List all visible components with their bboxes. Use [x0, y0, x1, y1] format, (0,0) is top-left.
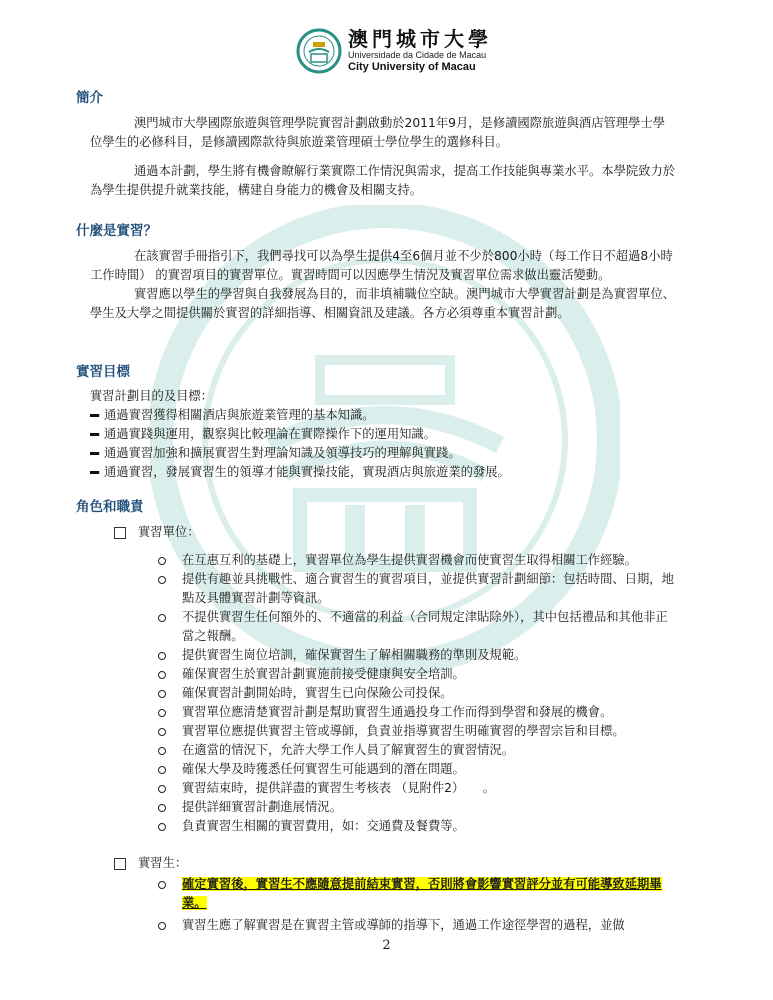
- employer-duty-item: 實習結束時，提供詳盡的實習生考核表 （見附件2） 。: [156, 779, 676, 798]
- employer-duty-item: 提供實習生崗位培訓，確保實習生了解相關職務的準則及規範。: [156, 646, 676, 665]
- square-bullet-icon: [114, 858, 126, 870]
- university-name-english: City University of Macau: [348, 61, 476, 73]
- intro-paragraph-2: 通過本計劃，學生將有機會瞭解行業實際工作情況與需求，提高工作技能與專業水平。本學院致力於為學生提供提升就業技能，構建自身能力的機會及相關支持。: [90, 164, 676, 197]
- student-duty-item: [156, 875, 676, 913]
- employer-duty-item: 提供詳細實習計劃進展情況。: [156, 798, 676, 817]
- what-paragraph-2: 實習應以學生的學習與自我發展為目的，而非填補職位空缺。澳門城市大學實習計劃是為實習單位、學生及大學之間提供關於實習的詳細指導、相關資訊及建議。各方必須尊重本實習計劃。: [90, 287, 676, 320]
- what-paragraph-1: 在該實習手冊指引下，我們尋找可以為學生提供4至6個月並不少於800小時（每工作日不超過8小時工作時間） 的實習項目的實習單位。實習時間可以因應學生情況及實習單位需求做出靈活變動。: [90, 249, 673, 282]
- roles-section: [76, 497, 676, 935]
- highlighted-warning: 確定實習後，實習生不應隨意提前結束實習，否則將會影響實習評分並有可能導致延期畢業。: [182, 877, 662, 910]
- square-bullet-icon: [114, 527, 126, 539]
- employer-duty-item: 不提供實習生任何額外的、不適當的利益（合同規定津貼除外），其中包括禮品和其他非正當之報酬。: [156, 608, 676, 646]
- what-section: [76, 221, 676, 323]
- intro-heading: 簡介: [76, 90, 103, 106]
- university-name-chinese: 澳門城市大學: [348, 27, 492, 51]
- goal-item: ➖ 通過實習，發展實習生的領導才能與實操技能，實現酒店與旅遊業的發展。: [90, 463, 676, 482]
- goals-intro: 實習計劃目的及目標：: [90, 389, 213, 403]
- goal-item: ➖ 通過實踐與運用，觀察與比較理論在實際操作下的運用知識。: [90, 425, 676, 444]
- goal-item: ➖ 通過實習獲得相關酒店與旅遊業管理的基本知識。: [90, 406, 676, 425]
- employer-subheading: 實習單位：: [76, 523, 676, 542]
- student-duties-list: [76, 875, 676, 935]
- goals-heading: 實習目標: [76, 364, 130, 380]
- employer-duty-item: 在適當的情況下，允許大學工作人員了解實習生的實習情況。: [156, 741, 676, 760]
- employer-duty-item: 實習單位應提供實習主管或導師，負責並指導實習生明確實習的學習宗旨和目標。: [156, 722, 676, 741]
- employer-duty-item: 實習單位應清楚實習計劃是幫助實習生通過投身工作而得到學習和發展的機會。: [156, 703, 676, 722]
- what-heading: 什麼是實習？: [76, 223, 157, 239]
- intro-paragraph-1: 澳門城市大學國際旅遊與管理學院實習計劃啟動於2011年9月，是修讀國際旅遊與酒店管理學士學位學生的必修科目，是修讀國際款待與旅遊業管理碩士學位學生的選修科目。: [90, 116, 665, 149]
- goals-section: [76, 362, 676, 482]
- university-logo-icon: [296, 28, 342, 74]
- intro-section: [76, 88, 676, 200]
- goal-item: ➖ 通過實習加強和擴展實習生對理論知識及領導技巧的理解與實踐。: [90, 444, 676, 463]
- employer-duty-item: 負責實習生相關的實習費用，如：交通費及餐費等。: [156, 817, 676, 836]
- student-subheading: 實習生：: [76, 854, 676, 873]
- employer-duty-item: 確保實習生於實習計劃實施前接受健康與安全培訓。: [156, 665, 676, 684]
- letterhead: [296, 28, 492, 74]
- page-number: 2: [382, 938, 391, 953]
- employer-duties-list: [76, 551, 676, 836]
- roles-heading: 角色和職責: [76, 499, 144, 515]
- employer-duty-item: 提供有趣並具挑戰性、適合實習生的實習項目，並提供實習計劃細節：包括時間、日期，地點及具體實習計劃等資訊。: [156, 570, 676, 608]
- employer-duty-item: 確保大學及時獲悉任何實習生可能遇到的潛在問題。: [156, 760, 676, 779]
- student-duty-item: 實習生應了解實習是在實習主管或導師的指導下，通過工作途徑學習的過程，並做: [156, 916, 676, 935]
- employer-duty-item: 在互惠互利的基礎上，實習單位為學生提供實習機會而使實習生取得相關工作經驗。: [156, 551, 676, 570]
- goals-list: [76, 406, 676, 482]
- employer-duty-item: 確保實習計劃開始時，實習生已向保險公司投保。: [156, 684, 676, 703]
- university-name-portuguese: Universidade da Cidade de Macau: [348, 50, 487, 60]
